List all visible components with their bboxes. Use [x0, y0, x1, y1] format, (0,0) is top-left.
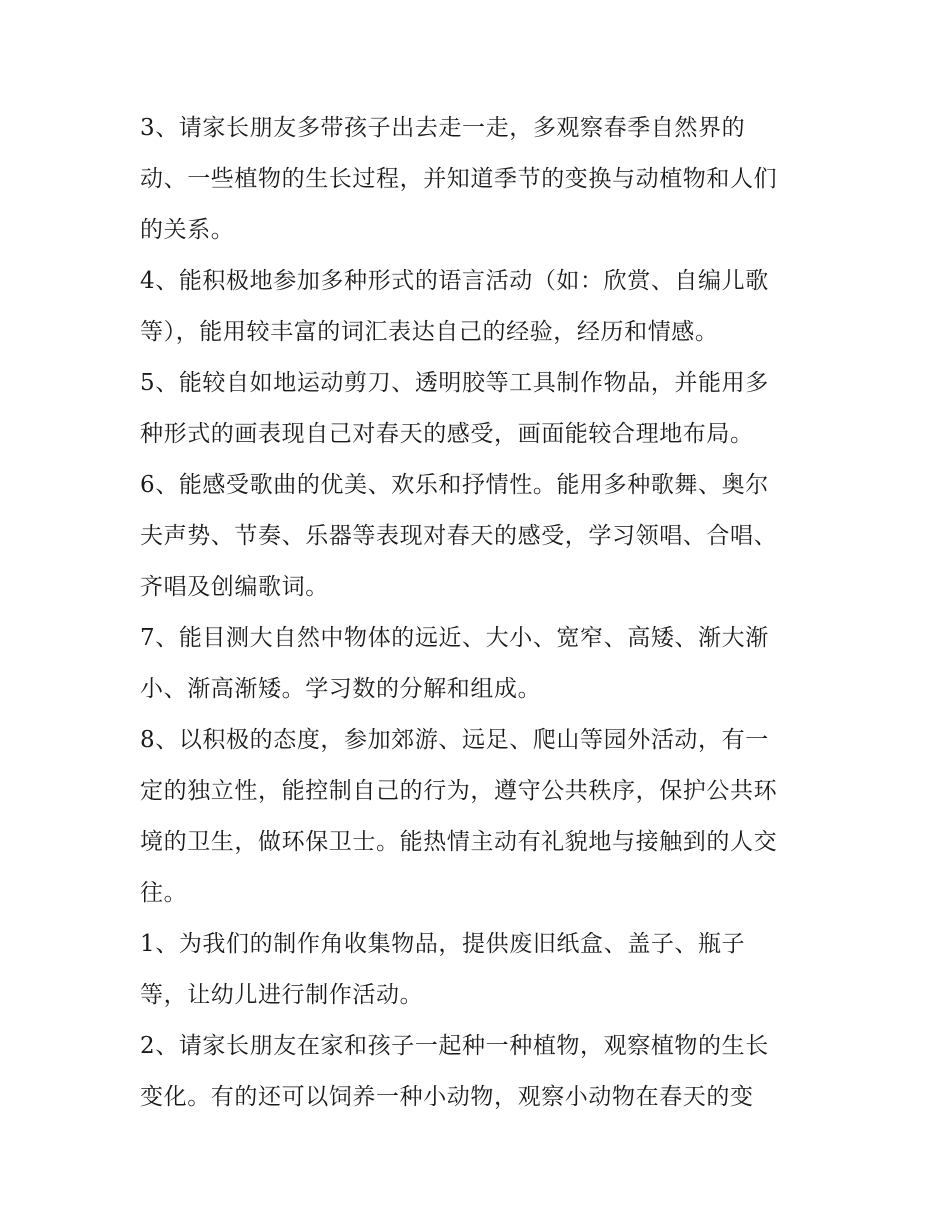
paragraph-item-1-collect — [140, 919, 820, 1021]
paragraph-item-2-plants — [140, 1021, 820, 1123]
paragraph-item-3-parents-observe — [140, 103, 820, 256]
text-line: 等），能用较丰富的词汇表达自己的经验，经历和情感。 — [140, 319, 719, 345]
paragraph-item-4-language — [140, 256, 820, 358]
text-line: 变化。有的还可以饲养一种小动物，观察小动物在春天的变 — [140, 1084, 754, 1110]
text-line: 往。 — [140, 880, 188, 906]
text-line: 种形式的画表现自己对春天的感受，画面能较合理地布局。 — [140, 421, 754, 447]
paragraph-item-7-math — [140, 613, 820, 715]
paragraph-item-5-crafts — [140, 358, 820, 460]
text-line: 1、为我们的制作角收集物品，提供废旧纸盒、盖子、瓶子 — [140, 931, 746, 957]
text-line: 3、请家长朋友多带孩子出去走一走，多观察春季自然界的 — [140, 115, 746, 141]
text-line: 夫声势、节奏、乐器等表现对春天的感受，学习领唱、合唱、 — [140, 523, 778, 549]
text-line: 定的独立性，能控制自己的行为，遵守公共秩序，保护公共环 — [140, 778, 778, 804]
text-line: 2、请家长朋友在家和孩子一起种一种植物，观察植物的生长 — [140, 1033, 769, 1059]
text-line: 6、能感受歌曲的优美、欢乐和抒情性。能用多种歌舞、奥尔 — [140, 472, 769, 498]
text-line: 动、一些植物的生长过程，并知道季节的变换与动植物和人们 — [140, 166, 778, 192]
text-line: 4、能积极地参加多种形式的语言活动（如：欣赏、自编儿歌 — [140, 268, 769, 294]
text-line: 齐唱及创编歌词。 — [140, 574, 329, 600]
text-line: 境的卫生，做环保卫士。能热情主动有礼貌地与接触到的人交 — [140, 829, 778, 855]
text-line: 8、以积极的态度，参加郊游、远足、爬山等园外活动，有一 — [140, 727, 769, 753]
text-line: 小、渐高渐矮。学习数的分解和组成。 — [140, 676, 542, 702]
text-line: 等，让幼儿进行制作活动。 — [140, 982, 424, 1008]
text-line: 的关系。 — [140, 217, 235, 243]
document-body — [140, 103, 820, 1123]
paragraph-item-6-music — [140, 460, 820, 613]
text-line: 7、能目测大自然中物体的远近、大小、宽窄、高矮、渐大渐 — [140, 625, 769, 651]
text-line: 5、能较自如地运动剪刀、透明胶等工具制作物品，并能用多 — [140, 370, 769, 396]
paragraph-item-8-outings — [140, 715, 820, 919]
